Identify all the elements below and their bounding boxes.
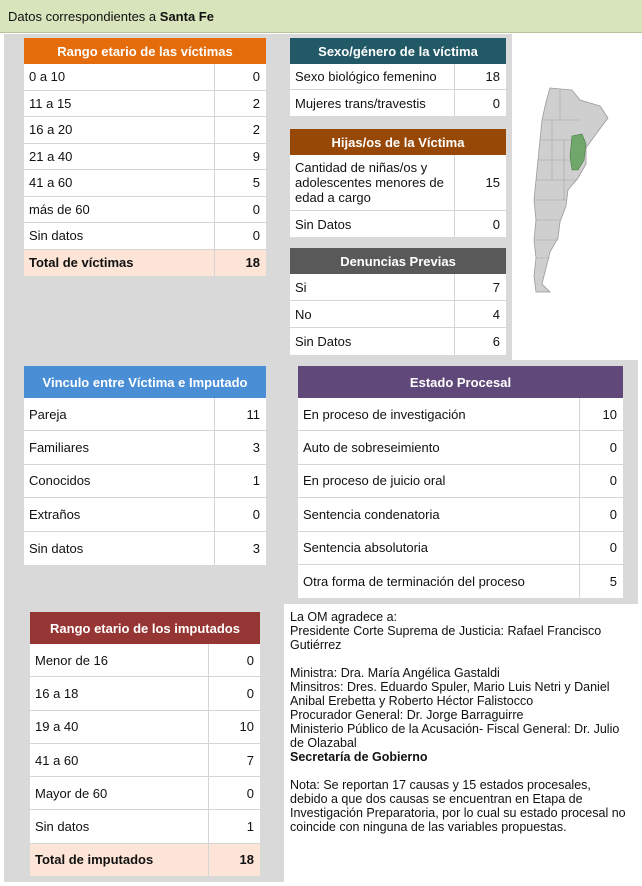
row-label: Cantidad de niñas/os y adolescentes menores de edad a cargo <box>295 160 444 205</box>
children-table <box>290 129 506 237</box>
row-value: 0 <box>579 498 623 530</box>
row-value: 7 <box>454 274 506 300</box>
table-row <box>298 532 623 565</box>
argentina-outline <box>534 88 608 292</box>
row-value: 0 <box>579 465 623 497</box>
relationship-table <box>24 366 266 565</box>
table-row <box>30 644 260 677</box>
row-value: 0 <box>208 644 260 676</box>
row-label: Mayor de 60 <box>35 785 108 801</box>
row-label: Si <box>295 279 307 295</box>
table-row <box>30 744 260 777</box>
table-row <box>24 64 266 91</box>
accused-age-header: Rango etario de los imputados <box>30 612 260 644</box>
row-label: 16 a 20 <box>29 122 73 138</box>
row-value: 0 <box>579 431 623 463</box>
row-label: 11 a 15 <box>29 95 72 111</box>
victims-age-table <box>24 38 266 276</box>
row-label: Sin datos <box>29 540 84 556</box>
table-row <box>290 274 506 301</box>
row-value: 1 <box>208 810 260 842</box>
row-value: 5 <box>214 170 266 196</box>
table-row <box>30 677 260 710</box>
table-row <box>298 565 623 598</box>
row-value: 3 <box>214 431 266 463</box>
table-row <box>290 301 506 328</box>
row-label: 21 a 40 <box>29 148 73 164</box>
thanks-line: La OM agradece a: <box>290 610 398 624</box>
row-label: Mujeres trans/travestis <box>295 95 426 111</box>
table-row <box>24 465 266 498</box>
total-value: 18 <box>214 250 266 276</box>
table-row <box>24 431 266 464</box>
table-row <box>30 810 260 843</box>
row-label: En proceso de juicio oral <box>303 473 446 489</box>
table-row <box>290 155 506 211</box>
note-paragraph: Nota: Se reportan 17 causas y 15 estados procesales, debido a que dos causas se encuentran en Etapa de Investigación Preparatoria, por lo cual su estado procesal no coincide con ninguna de las variables propuestas. <box>290 778 626 834</box>
victims-age-header: Rango etario de las víctimas <box>24 38 266 64</box>
row-label: 19 a 40 <box>35 719 79 735</box>
table-row <box>290 328 506 355</box>
row-label: 16 a 18 <box>35 685 79 701</box>
ministerio-line: Ministerio Público de la Acusación- Fiscal General: Dr. Julio de Olazabal <box>290 722 620 750</box>
row-value: 10 <box>208 711 260 743</box>
table-row <box>24 117 266 144</box>
table-row <box>30 711 260 744</box>
row-label: Sexo biológico femenino <box>295 69 437 84</box>
procurador-line: Procurador General: Dr. Jorge Barraguirre <box>290 708 524 722</box>
row-value: 18 <box>454 64 506 89</box>
accused-age-table <box>30 612 260 876</box>
row-value: 0 <box>454 90 506 116</box>
table-row <box>24 532 266 565</box>
table-row <box>24 223 266 250</box>
gender-header: Sexo/género de la víctima <box>290 38 506 64</box>
row-value: 1 <box>214 465 266 497</box>
procedural-status-table <box>298 366 623 598</box>
row-label: Extraños <box>29 506 81 522</box>
total-label: Total de imputados <box>35 852 154 868</box>
row-value: 11 <box>214 398 266 430</box>
row-label: En proceso de investigación <box>303 406 466 422</box>
argentina-map <box>520 86 612 296</box>
province-name: Santa Fe <box>159 9 214 24</box>
table-row <box>24 398 266 431</box>
row-label: Sentencia absolutoria <box>303 540 429 556</box>
total-value: 18 <box>208 844 260 876</box>
row-label: más de 60 <box>29 201 90 217</box>
table-row <box>298 465 623 498</box>
table-row <box>290 90 506 116</box>
row-label: Conocidos <box>29 473 91 489</box>
row-label: Sin datos <box>35 819 90 835</box>
row-value: 2 <box>214 117 266 143</box>
presidente-line: Presidente Corte Suprema de Justicia: Rafael Francisco Gutiérrez <box>290 624 602 652</box>
row-value: 2 <box>214 91 266 117</box>
table-row <box>24 170 266 197</box>
table-row <box>24 144 266 171</box>
row-label: Otra forma de terminación del proceso <box>303 574 525 590</box>
table-row <box>290 211 506 237</box>
gender-table <box>290 38 506 116</box>
row-label: Menor de 16 <box>35 652 108 668</box>
row-label: 41 a 60 <box>35 752 79 768</box>
title-banner <box>0 0 642 33</box>
row-value: 0 <box>208 777 260 809</box>
row-value: 0 <box>208 677 260 709</box>
secretaria-line: Secretaría de Gobierno <box>290 750 428 764</box>
row-label: Pareja <box>29 406 67 422</box>
row-label: 41 a 60 <box>29 175 73 191</box>
table-row <box>298 498 623 531</box>
total-row <box>24 250 266 276</box>
complaints-table <box>290 248 506 355</box>
relationship-header: Vinculo entre Víctima e Imputado <box>24 366 266 398</box>
row-label: Sin Datos <box>295 216 352 232</box>
table-row <box>24 197 266 224</box>
row-label: Sin datos <box>29 228 84 244</box>
complaints-header: Denuncias Previas <box>290 248 506 274</box>
ministra-line: Ministra: Dra. María Angélica Gastaldi <box>290 666 500 680</box>
row-value: 6 <box>454 328 506 355</box>
row-value: 0 <box>214 64 266 90</box>
children-header: Hijas/os de la Víctima <box>290 129 506 155</box>
row-value: 10 <box>579 398 623 430</box>
acknowledgements <box>290 610 630 834</box>
row-value: 0 <box>579 532 623 564</box>
procedural-status-header: Estado Procesal <box>298 366 623 398</box>
row-value: 3 <box>214 532 266 565</box>
row-label: Sin Datos <box>295 334 352 349</box>
row-label: Familiares <box>29 440 89 456</box>
table-row <box>298 431 623 464</box>
table-row <box>24 498 266 531</box>
row-label: 0 a 10 <box>29 69 66 85</box>
title-prefix: Datos correspondientes a <box>8 9 157 24</box>
row-value: 0 <box>214 223 266 249</box>
row-value: 0 <box>454 211 506 237</box>
row-value: 5 <box>579 565 623 598</box>
row-value: 9 <box>214 144 266 170</box>
row-value: 7 <box>208 744 260 776</box>
table-row <box>298 398 623 431</box>
row-value: 0 <box>214 197 266 223</box>
row-value: 4 <box>454 301 506 327</box>
table-row <box>30 777 260 810</box>
row-label: Sentencia condenatoria <box>303 506 440 522</box>
total-row <box>30 844 260 876</box>
table-row <box>24 91 266 118</box>
row-value: 0 <box>214 498 266 530</box>
row-label: Auto de sobreseimiento <box>303 440 440 456</box>
row-value: 15 <box>454 155 506 210</box>
row-label: No <box>295 306 312 322</box>
total-label: Total de víctimas <box>29 255 134 270</box>
table-row <box>290 64 506 90</box>
ministros-line: Minsitros: Dres. Eduardo Spuler, Mario Luis Netri y Daniel Anibal Erebetta y Roberto Héctor Falistocco <box>290 680 610 708</box>
